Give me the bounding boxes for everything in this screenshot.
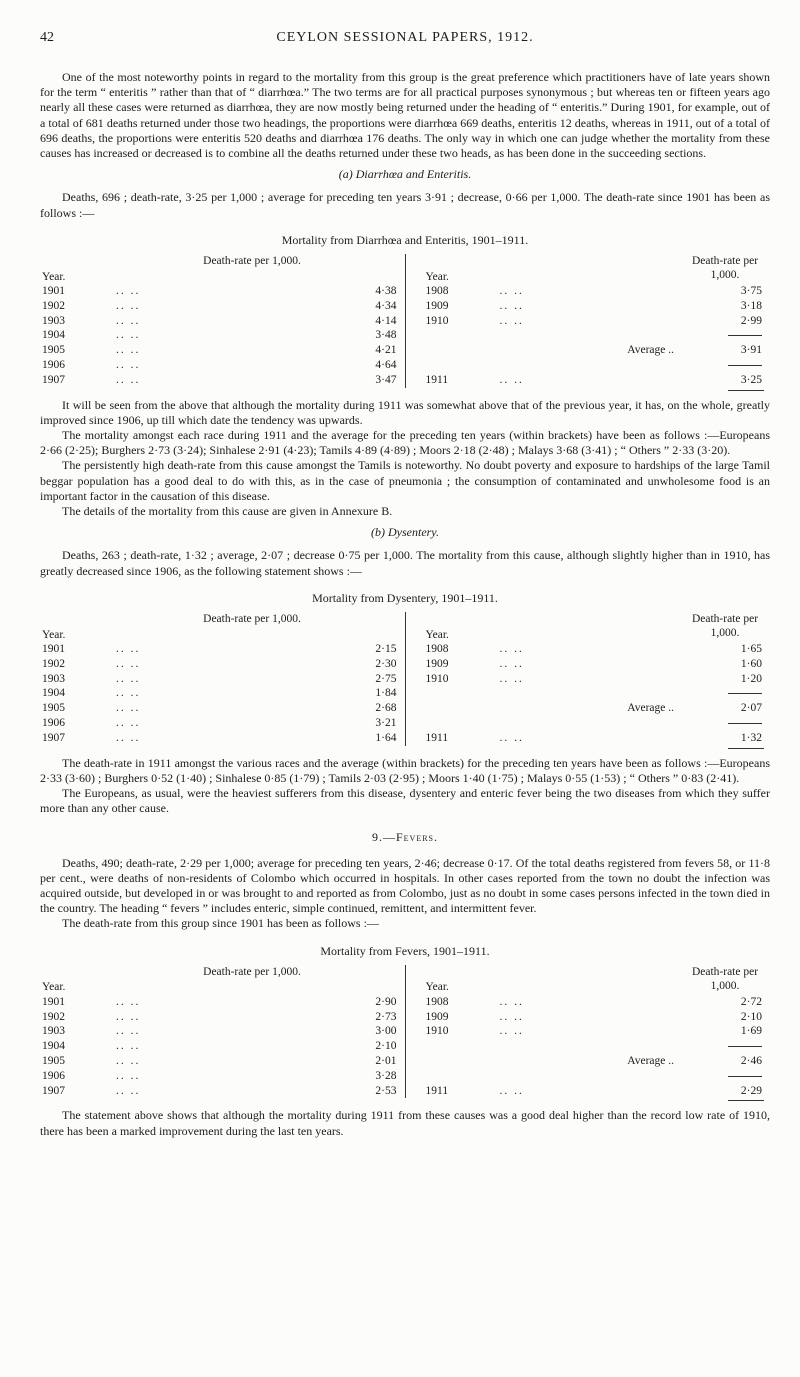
year-cell: 1909 — [425, 299, 449, 312]
paragraph: The statement above shows that although the mortality during 1911 from these causes was a good deal higher than the record low rate of 1910, there has been a marked improvement during the last ten years. — [40, 1108, 770, 1138]
year-cell: 1911 — [425, 373, 449, 386]
rate-cell: 1·65 — [740, 643, 762, 656]
section-heading-diarrhoea: (a) Diarrhœa and Enteritis. — [338, 167, 472, 182]
table-row — [406, 672, 771, 687]
average-row — [406, 1054, 771, 1069]
leader-dots: .. .. — [116, 1025, 141, 1038]
page-content — [40, 70, 770, 1139]
year-cell: 1907 — [42, 1084, 65, 1097]
table-row — [40, 1084, 405, 1099]
rate-cell: 3·21 — [375, 717, 397, 730]
year-cell: 1904 — [42, 329, 65, 342]
year-cell: 1908 — [425, 995, 449, 1008]
year-cell: 1902 — [42, 657, 65, 670]
year-cell: 1911 — [425, 1084, 449, 1097]
table-title: Mortality from Fevers, 1901–1911. — [320, 943, 490, 958]
year-cell: 1910 — [425, 1025, 449, 1038]
column-header-death-rate: Death-rate per 1,000. — [203, 255, 301, 268]
rate-cell: 1·64 — [375, 731, 397, 744]
separator-row — [406, 686, 771, 701]
leader-dots: .. .. — [116, 344, 141, 357]
year-cell: 1903 — [42, 1025, 65, 1038]
page-number: 42 — [40, 30, 54, 45]
leader-dots: .. — [665, 1055, 674, 1068]
table-row — [40, 1024, 405, 1039]
rule-line — [728, 335, 762, 336]
table-row — [40, 328, 405, 343]
year-cell: 1901 — [42, 995, 65, 1008]
table-row — [406, 373, 771, 388]
leader-dots: .. .. — [499, 314, 524, 327]
rate-cell: 2·73 — [375, 1010, 397, 1023]
mortality-table-dysentery — [40, 612, 770, 746]
leader-dots: .. .. — [116, 1055, 141, 1068]
separator-row — [406, 716, 771, 731]
running-title: CEYLON SESSIONAL PAPERS, 1912. — [276, 30, 534, 45]
table-row — [40, 1069, 405, 1084]
year-cell: 1908 — [425, 285, 449, 298]
year-cell: 1903 — [42, 672, 65, 685]
year-cell: 1902 — [42, 299, 65, 312]
table-row — [40, 1010, 405, 1025]
leader-dots: .. — [665, 344, 674, 357]
leader-dots: .. .. — [499, 995, 524, 1008]
leader-dots: .. .. — [116, 1040, 141, 1053]
year-cell: 1904 — [42, 1040, 65, 1053]
leader-dots: .. .. — [499, 1084, 524, 1097]
mortality-table-fevers — [40, 965, 770, 1099]
rate-cell: 3·25 — [682, 373, 770, 388]
average-label: Average .. — [627, 1055, 674, 1068]
year-cell: 1910 — [425, 672, 449, 685]
leader-dots: .. .. — [499, 643, 524, 656]
table-row — [40, 299, 405, 314]
rate-cell: 1·32 — [682, 731, 770, 746]
table-title: Mortality from Dysentery, 1901–1911. — [312, 590, 498, 605]
table-row — [40, 672, 405, 687]
leader-dots: .. .. — [499, 657, 524, 670]
rate-cell: 2·01 — [375, 1055, 397, 1068]
rule-line — [728, 693, 762, 694]
paragraph: Deaths, 490; death-rate, 2·29 per 1,000; average for preceding ten years, 2·46; decrease 0·17. Of the total deaths registered from fevers 58, or 11·8 per cent., were deaths of non-residents of Colombo which occurred in hospitals. In other cases reported from the town no doubt the infection was acquired outside, but developed in or was brought to and reported as from Colombo, just as no doubt in some cases persons infected in the town died in the country. The heading “ fevers ” includes enteric, simple continued, remittent, and intermittent fever. — [40, 855, 770, 916]
table-row — [40, 995, 405, 1010]
column-header-year: Year. — [425, 628, 449, 641]
rule-line — [728, 1076, 762, 1077]
leader-dots: .. .. — [116, 717, 141, 730]
rate-cell: 2·90 — [375, 995, 397, 1008]
intro-paragraph: One of the most noteworthy points in regard to the mortality from this group is the great preference which practitioners have of late years shown for the term “ enteritis ” rather than that of “ diarrhœa.” The two terms are for all practical purposes synonymous ; but whereas ten or fifteen years ago nearly all these cases were returned as diarrhœa, they are now mostly being returned under the heading of “ enteritis.” During 1901, for example, out of a total of 681 deaths returned under those two headings, the proportions were diarrhœa 669 deaths, enteritis 12 deaths, whereas in 1911, out of a total of 696 deaths, the proportions were enteritis 520 deaths and diarrhœa 176 deaths. The only way in which one can judge whether the mortality from these causes has increased or decreased is to combine all the deaths returned under these two heads, as has been done in the succeeding sections. — [40, 70, 770, 161]
year-cell: 1906 — [42, 1069, 65, 1082]
rate-cell: 4·64 — [375, 359, 397, 372]
rate-cell: 2·53 — [375, 1084, 397, 1097]
column-header-death-rate: Death-rate per 1,000. — [691, 255, 759, 282]
rate-cell: 2·15 — [375, 643, 397, 656]
table-row — [406, 642, 771, 657]
average-value: 2·46 — [740, 1055, 762, 1068]
rate-cell: 2·72 — [740, 995, 762, 1008]
paragraph: The persistently high death-rate from this cause amongst the Tamils is noteworthy. No doubt poverty and exposure to hardships of the large Tamil beggar population has a good deal to do with this, as in the case of pneumonia ; the consumption of contaminated and unwholesome food is an important factor in the causation of this disease. — [40, 458, 770, 503]
leader-dots: .. .. — [116, 643, 141, 656]
table-row — [406, 299, 771, 314]
leader-dots: .. .. — [116, 314, 141, 327]
year-cell: 1906 — [42, 359, 65, 372]
rate-cell: 1·60 — [740, 657, 762, 670]
year-cell: 1910 — [425, 314, 449, 327]
separator-row — [406, 358, 771, 373]
table-row — [406, 314, 771, 329]
rate-cell: 2·68 — [375, 702, 397, 715]
leader-dots: .. .. — [499, 373, 524, 386]
leader-dots: .. .. — [116, 731, 141, 744]
rule-line — [728, 1046, 762, 1047]
table-row — [40, 701, 405, 716]
column-header-year: Year. — [425, 981, 449, 994]
table-row — [406, 1024, 771, 1039]
column-header-death-rate: Death-rate per 1,000. — [691, 613, 759, 640]
leader-dots: .. — [665, 702, 674, 715]
rate-cell: 4·38 — [375, 285, 397, 298]
leader-dots: .. .. — [116, 359, 141, 372]
average-row — [406, 343, 771, 358]
paragraph: The mortality amongst each race during 1911 and the average for the preceding ten years (within brackets) have been as follows :—Europeans 2·66 (2·25); Burghers 2·73 (3·24); Sinhalese 2·91 (4·23); Tamils 4·89 (4·89) ; Moors 2·18 (2·48) ; Malays 3·68 (3·41) ; “ Others ” 2·33 (3·20). — [40, 428, 770, 458]
year-cell: 1905 — [42, 344, 65, 357]
average-label: Average .. — [627, 702, 674, 715]
section-heading-fevers: 9.—Fevers. — [371, 830, 438, 845]
rate-cell: 3·75 — [740, 285, 762, 298]
year-cell: 1905 — [42, 702, 65, 715]
paragraph: The death-rate from this group since 1901 has been as follows :— — [62, 916, 379, 931]
paragraph: It will be seen from the above that although the mortality during 1911 was somewhat above that of the previous year, it has, on the whole, greatly improved since 1906, up till which date the tendency was upwards. — [40, 397, 770, 427]
rate-cell: 4·34 — [375, 299, 397, 312]
column-header-year: Year. — [42, 628, 66, 641]
column-header-year: Year. — [42, 270, 66, 283]
rate-cell: 4·14 — [375, 314, 397, 327]
table-row — [40, 373, 405, 388]
mortality-table-diarrhoea — [40, 254, 770, 388]
rate-cell: 1·20 — [740, 672, 762, 685]
section-heading-dysentery: (b) Dysentery. — [371, 525, 439, 540]
year-cell: 1901 — [42, 285, 65, 298]
year-cell: 1907 — [42, 731, 65, 744]
year-cell: 1908 — [425, 643, 449, 656]
leader-dots: .. .. — [116, 299, 141, 312]
table-row — [40, 1039, 405, 1054]
table-row — [40, 314, 405, 329]
average-value: 2·07 — [740, 702, 762, 715]
table-row — [40, 716, 405, 731]
table-row — [406, 1010, 771, 1025]
rate-cell: 1·84 — [375, 687, 397, 700]
table-row — [40, 1054, 405, 1069]
leader-dots: .. .. — [116, 687, 141, 700]
rate-cell: 3·28 — [375, 1069, 397, 1082]
paragraph: Deaths, 696 ; death-rate, 3·25 per 1,000 ; average for preceding ten years 3·91 ; decrease, 0·66 per 1,000. The death-rate since 1901 has been as follows :— — [40, 190, 770, 220]
rate-cell: 2·75 — [375, 672, 397, 685]
rule-line — [728, 723, 762, 724]
year-cell: 1911 — [425, 731, 449, 744]
column-header-year: Year. — [42, 981, 66, 994]
rate-cell: 2·10 — [740, 1010, 762, 1023]
table-row — [406, 657, 771, 672]
leader-dots: .. .. — [499, 1010, 524, 1023]
leader-dots: .. .. — [499, 285, 524, 298]
leader-dots: .. .. — [116, 373, 141, 386]
leader-dots: .. .. — [116, 329, 141, 342]
separator-row — [406, 1039, 771, 1054]
year-cell: 1904 — [42, 687, 65, 700]
separator-row — [406, 328, 771, 343]
rate-cell: 3·00 — [375, 1025, 397, 1038]
average-value: 3·91 — [740, 344, 762, 357]
column-header-year: Year. — [425, 270, 449, 283]
page-header — [40, 30, 770, 50]
year-cell: 1903 — [42, 314, 65, 327]
leader-dots: .. .. — [116, 1010, 141, 1023]
table-row — [40, 731, 405, 746]
column-header-death-rate: Death-rate per 1,000. — [203, 965, 301, 978]
column-header-death-rate: Death-rate per 1,000. — [203, 613, 301, 626]
average-row — [406, 701, 771, 716]
leader-dots: .. .. — [499, 1025, 524, 1038]
table-row — [406, 1084, 771, 1099]
leader-dots: .. .. — [116, 1084, 141, 1097]
rate-cell: 1·69 — [740, 1025, 762, 1038]
separator-row — [406, 1069, 771, 1084]
table-row — [40, 343, 405, 358]
leader-dots: .. .. — [116, 285, 141, 298]
leader-dots: .. .. — [499, 672, 524, 685]
leader-dots: .. .. — [116, 702, 141, 715]
rate-cell: 4·21 — [375, 344, 397, 357]
year-cell: 1901 — [42, 643, 65, 656]
year-cell: 1905 — [42, 1055, 65, 1068]
table-row — [40, 642, 405, 657]
paragraph: The death-rate in 1911 amongst the various races and the average (within brackets) for the preceding ten years have been as follows :—Europeans 2·33 (3·60) ; Burghers 0·52 (1·40) ; Sinhalese 0·85 (1·79) ; Tamils 2·03 (2·95) ; Moors 1·40 (1·75) ; Malays 0·55 (1·53) ; “ Others ” 0·83 (2·41). — [40, 755, 770, 785]
leader-dots: .. .. — [116, 995, 141, 1008]
year-cell: 1902 — [42, 1010, 65, 1023]
table-row — [40, 657, 405, 672]
year-cell: 1906 — [42, 717, 65, 730]
paragraph: The Europeans, as usual, were the heaviest sufferers from this disease, dysentery and enteric fever being the two diseases from which they suffer more than any other cause. — [40, 786, 770, 816]
rate-cell: 2·99 — [740, 314, 762, 327]
table-row — [406, 284, 771, 299]
year-cell: 1909 — [425, 657, 449, 670]
leader-dots: .. .. — [116, 1069, 141, 1082]
table-row — [406, 995, 771, 1010]
leader-dots: .. .. — [116, 672, 141, 685]
rate-cell: 2·30 — [375, 657, 397, 670]
table-row — [406, 731, 771, 746]
table-row — [40, 686, 405, 701]
rate-cell: 3·48 — [375, 329, 397, 342]
table-title: Mortality from Diarrhœa and Enteritis, 1901–1911. — [281, 232, 529, 247]
leader-dots: .. .. — [116, 657, 141, 670]
column-header-death-rate: Death-rate per 1,000. — [691, 965, 759, 992]
rate-cell: 3·18 — [740, 299, 762, 312]
table-row — [40, 358, 405, 373]
year-cell: 1907 — [42, 373, 65, 386]
average-label: Average .. — [627, 344, 674, 357]
leader-dots: .. .. — [499, 299, 524, 312]
rule-line — [728, 365, 762, 366]
paragraph: The details of the mortality from this cause are given in Annexure B. — [62, 504, 393, 519]
paragraph: Deaths, 263 ; death-rate, 1·32 ; average, 2·07 ; decrease 0·75 per 1,000. The mortality from this cause, although slightly higher than in 1910, has greatly decreased since 1906, as the following statement shows :— — [40, 548, 770, 578]
table-row — [40, 284, 405, 299]
leader-dots: .. .. — [499, 731, 524, 744]
rate-cell: 2·29 — [682, 1084, 770, 1099]
year-cell: 1909 — [425, 1010, 449, 1023]
rate-cell: 2·10 — [375, 1040, 397, 1053]
rate-cell: 3·47 — [375, 373, 397, 386]
